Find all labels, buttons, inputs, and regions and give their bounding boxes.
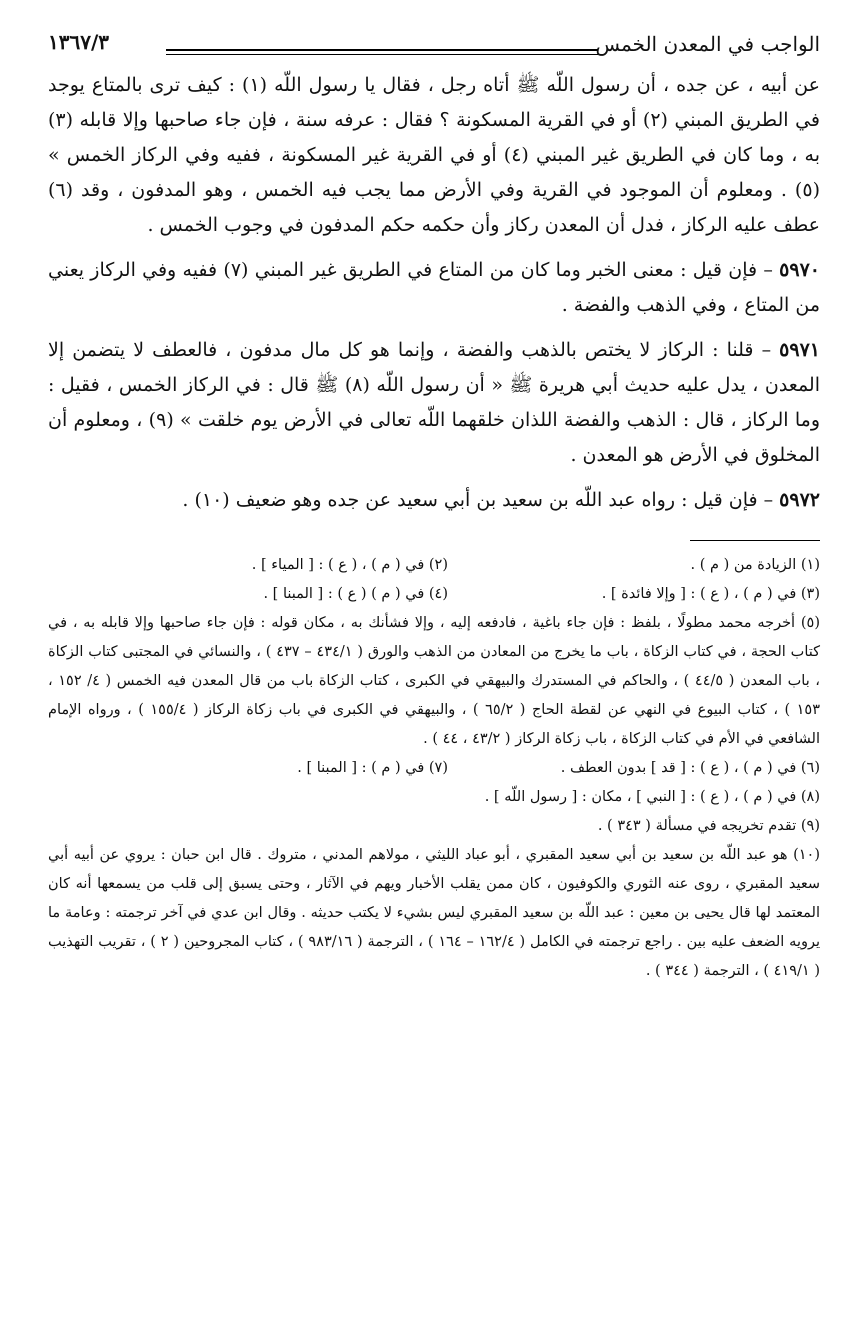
footnote-10: (١٠) هو عبد اللّه بن سعيد بن أبي سعيد المقبري ، أبو عباد الليثي ، مولاهم المدني ، متروك . قال ابن حبان : يروي عن أبيه أبي سعيد المقبري ، روى عنه الثوري والكوفيون ، كان ممن يقلب الأخبار ويهم في الآثار ، وحتى يسبق إلى قلب من يسمعها أنه كان المعتمد لها قال يحيى بن معين : عبد اللّه بن سعيد المقبري ليس بشيء لا يكتب حديثه . وقال ابن عدي في آخر ترجمته : وعامة ما يرويه الضعف عليه بين . راجع ترجمته في الكامل ( ١٦٢/٤ – ١٦٤ ) ، الترجمة ( ٩٨٣/١٦ ) ، كتاب المجروحين ( ٢ ) ، تقريب التهذيب ( ٤١٩/١ ) ، الترجمة ( ٣٤٤ ) . bbox=[48, 847, 821, 979]
footnote-row bbox=[48, 580, 820, 609]
header-rule bbox=[166, 49, 598, 51]
footnote-1: (١) الزيادة من ( م ) . bbox=[690, 557, 820, 573]
running-title: الواجب في المعدن الخمس bbox=[595, 32, 820, 56]
footnote-2: (٢) في ( م ) ، ( ع ) : [ المياء ] . bbox=[251, 557, 448, 573]
footnote-5: (٥) أخرجه محمد مطولًا ، بلفظ : فإن جاء باغية ، فادفعه إليه ، وإلا فشأنك به ، مكان قوله : فإن جاء صاحبها وإلا قابله به ، في كتاب الحجة ، في كتاب الزكاة ، باب ما يخرج من المعادن من الذهب والورق ( ٤٣٤/١ – ٤٣٧ ) ، والنسائي في المجتبى كتاب الزكاة ، باب المعدن ( ٤٤/٥ ) ، والحاكم في المستدرك والبيهقي في الكبرى ، كتاب الزكاة باب من قال المعدن فيه الخمس ( ٤/ ١٥٢ ، ١٥٣ ) ، كتاب البيوع في النهي عن لقطة الحاج ( ٦٥/٢ ) ، والبيهقي في الكبرى في باب زكاة الركاز ( ١٥٥/٤ ) ، ورواه الإمام الشافعي في الأم في كتاب الزكاة ، باب زكاة الركاز ( ٤٣/٢ ، ٤٤ ) . bbox=[48, 615, 821, 747]
footnote-7: (٧) في ( م ) : [ المبنا ] . bbox=[297, 760, 448, 776]
footnote-8: (٨) في ( م ) ، ( ع ) : [ النبي ] ، مكان : [ رسول اللّه ] . bbox=[484, 789, 820, 805]
header-rule-thin bbox=[166, 54, 598, 55]
paragraph-5970 bbox=[48, 253, 820, 323]
paragraph-text: – فإن قيل : رواه عبد اللّه بن سعيد بن أبي سعيد عن جده وهو ضعيف (١٠) . bbox=[182, 489, 780, 511]
main-text bbox=[48, 68, 820, 518]
footnote-3: (٣) في ( م ) ، ( ع ) : [ وإلا فائدة ] . bbox=[601, 586, 820, 602]
paragraph-text: – قلنا : الركاز لا يختص بالذهب والفضة ، وإنما هو كل مال مدفون ، فالعطف لا يتضمن إلا المعدن ، يدل عليه حديث أبي هريرة ﷺ « أن رسول اللّه (٨) ﷺ قال : في الركاز الخمس ، فقيل : وما الركاز ، قال : الذهب والفضة اللذان خلقهما اللّه تعالى في الأرض يوم خلقت » (٩) ، ومعلوم أن المخلوق في الأرض هو المعدن . bbox=[48, 339, 821, 466]
page-header bbox=[48, 22, 820, 68]
paragraph-hadith: عن أبيه ، عن جده ، أن رسول اللّه ﷺ أتاه رجل ، فقال يا رسول اللّه (١) : كيف ترى بالمتاع يوجد في الطريق المبني (٢) أو في القرية المسكونة ؟ فقال : عرفه سنة ، فإن جاء صاحبها وإلا قابله (٣) به ، وما كان في الطريق غير المبني (٤) أو في القرية غير المسكونة ، ففيه وفي الركاز الخمس » (٥) . ومعلوم أن الموجود في القرية وفي الأرض مما يجب فيه الخمس ، وهو المدفون ، وقد (٦) عطف عليه الركاز ، فدل أن المعدن ركاز وأن حكمه حكم المدفون في وجوب الخمس . bbox=[48, 74, 820, 236]
paragraph-text: – فإن قيل : معنى الخبر وما كان من المتاع في الطريق غير المبني (٧) ففيه وفي الركاز يعني من المتاع ، وفي الذهب والفضة . bbox=[48, 259, 820, 316]
footnote-row bbox=[48, 754, 820, 783]
footnote-separator bbox=[690, 540, 820, 541]
footnote-4: (٤) في ( م ) ( ع ) : [ المبنا ] . bbox=[263, 586, 448, 602]
issue-number: ٥٩٧١ bbox=[779, 339, 820, 361]
issue-number: ٥٩٧٠ bbox=[779, 259, 820, 281]
paragraph-5972 bbox=[48, 483, 820, 518]
page-number: ١٣٦٧/٣ bbox=[48, 30, 110, 54]
paragraph-5971 bbox=[48, 333, 820, 473]
footnote-row bbox=[48, 551, 820, 580]
footnotes bbox=[48, 551, 820, 986]
footnote-6: (٦) في ( م ) ، ( ع ) : [ قد ] بدون العطف . bbox=[560, 760, 820, 776]
footnote-9: (٩) تقدم تخريجه في مسألة ( ٣٤٣ ) . bbox=[597, 818, 820, 834]
book-page bbox=[48, 22, 820, 986]
issue-number: ٥٩٧٢ bbox=[779, 489, 820, 511]
